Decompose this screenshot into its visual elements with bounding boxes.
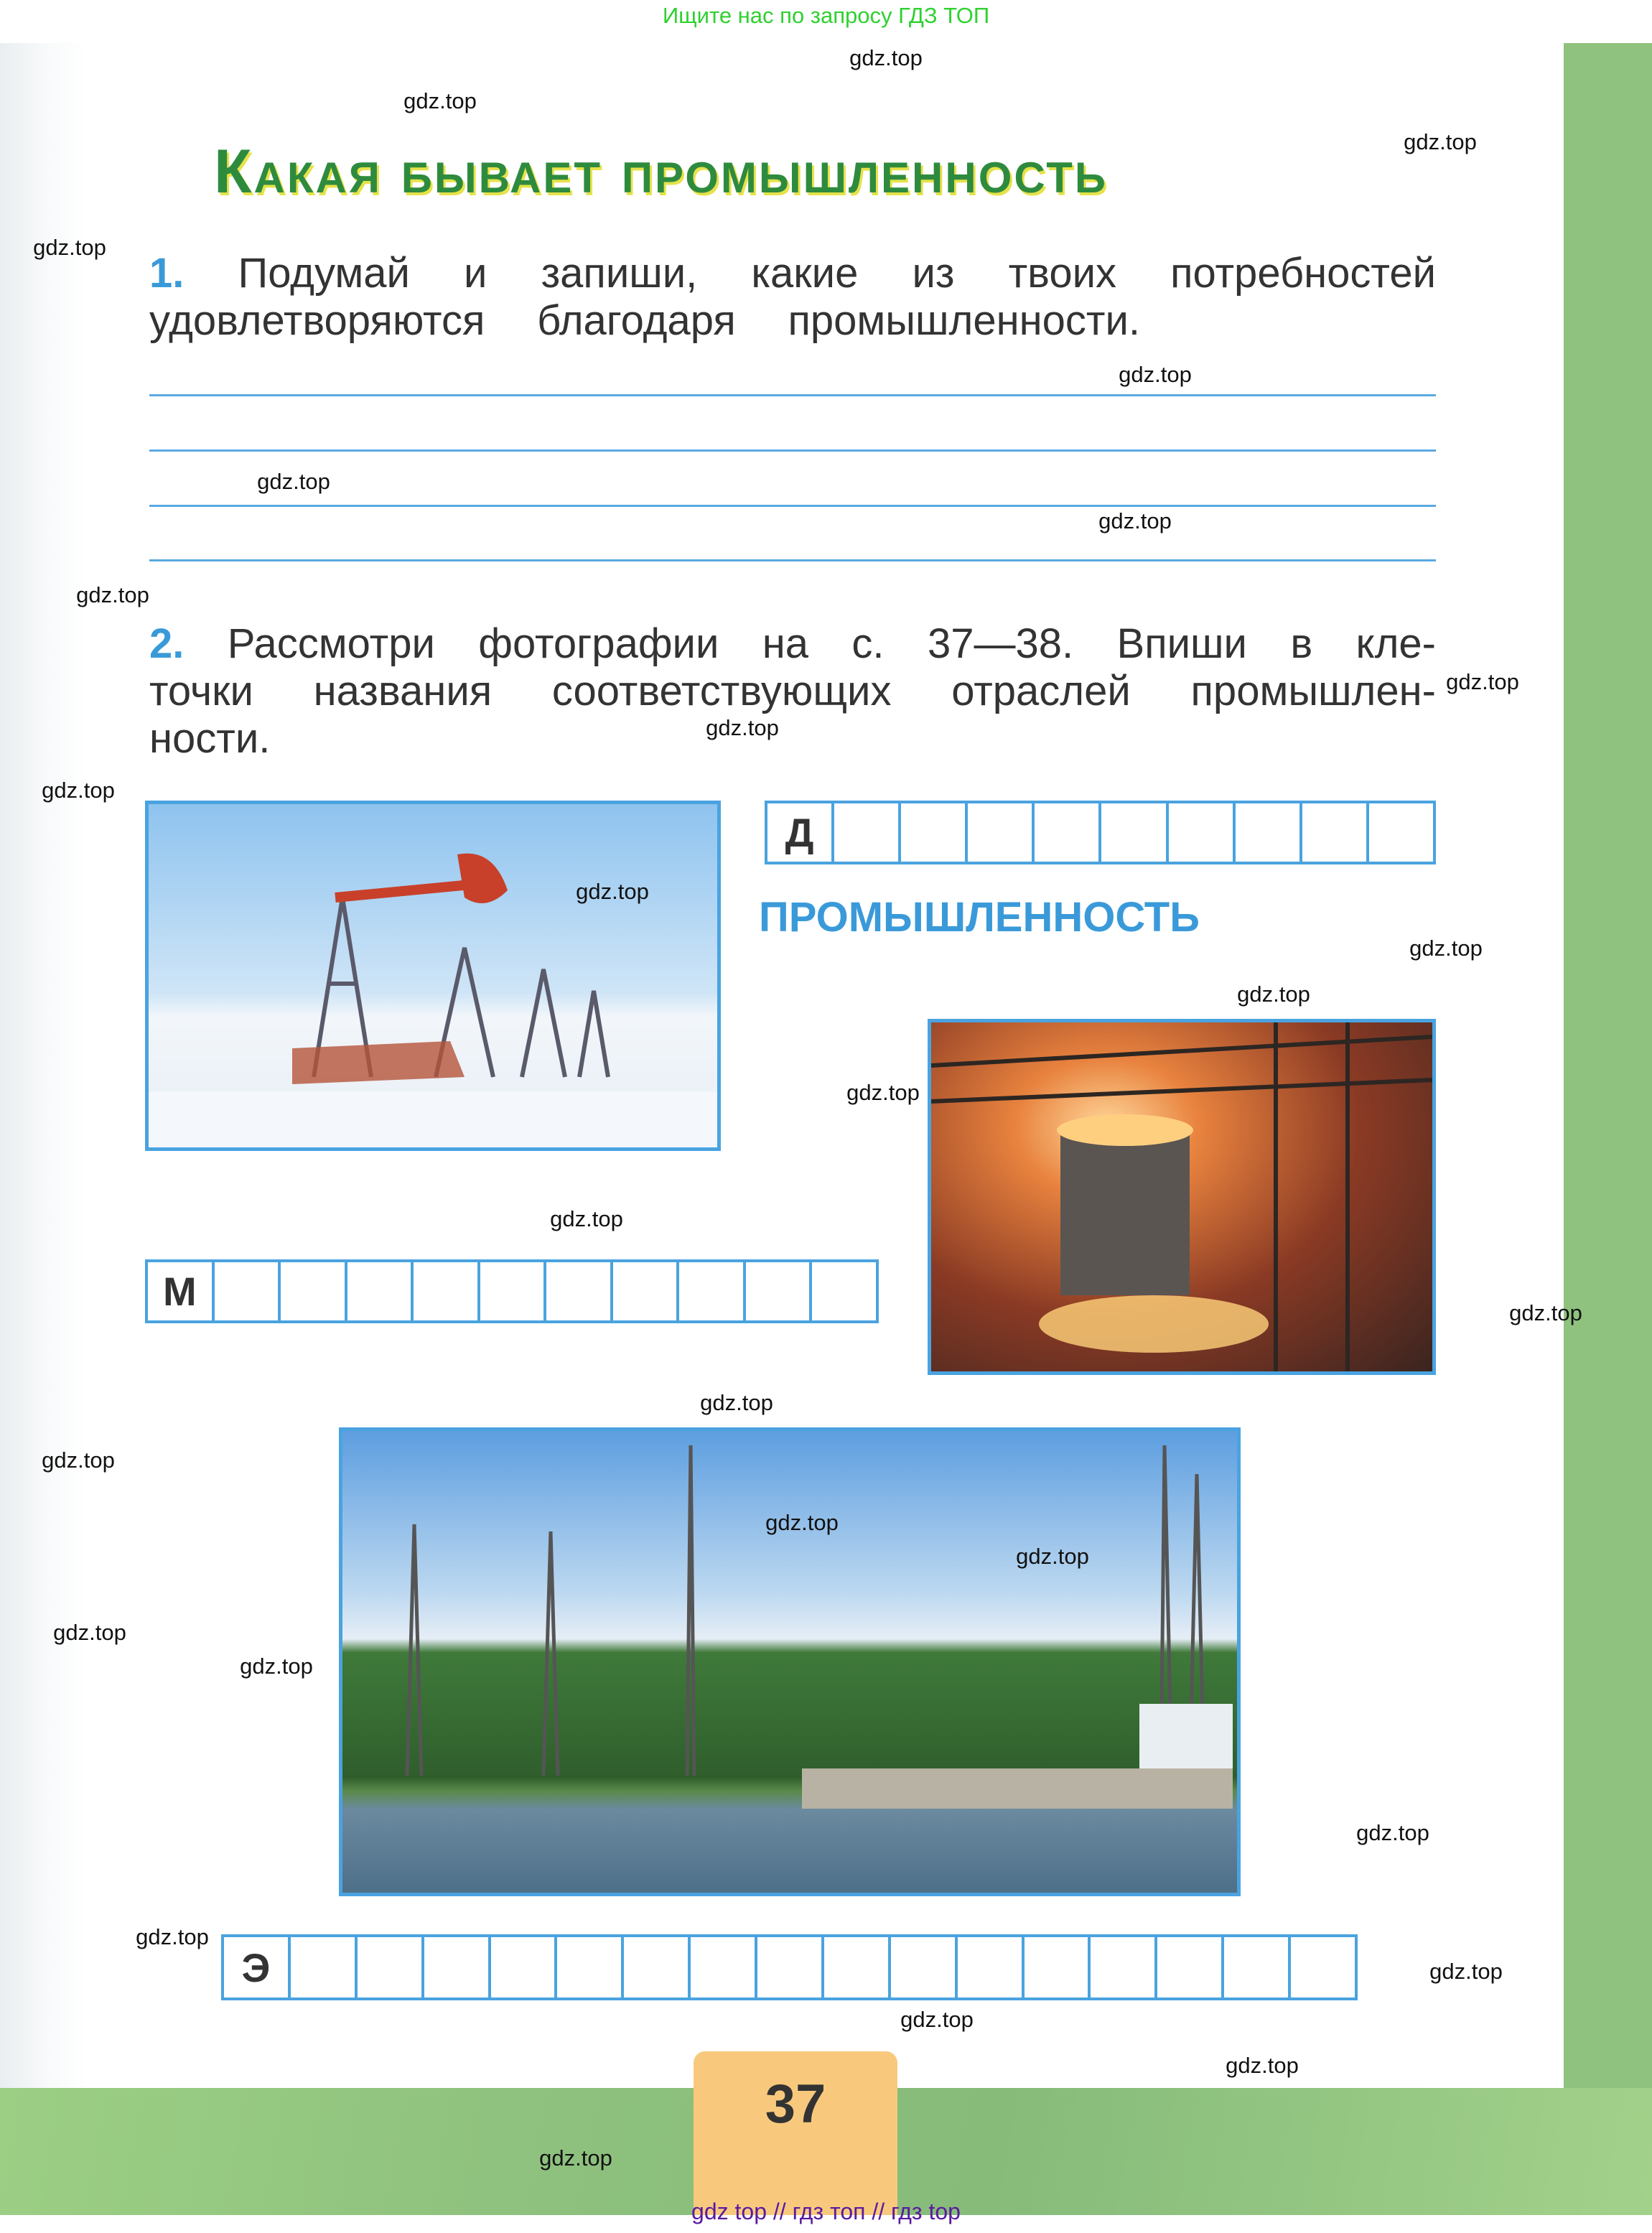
empty-cell[interactable] bbox=[821, 1937, 888, 1997]
answer-line[interactable] bbox=[149, 505, 1436, 507]
empty-cell[interactable] bbox=[212, 1262, 279, 1320]
empty-cell[interactable] bbox=[543, 1262, 610, 1320]
watermark: gdz.top bbox=[1509, 1300, 1582, 1325]
empty-cell[interactable] bbox=[1233, 803, 1299, 862]
page-number-tab bbox=[694, 2051, 897, 2215]
industry-label: ПРОМЫШЛЕННОСТЬ bbox=[759, 894, 1200, 941]
page-edge-decoration bbox=[1564, 43, 1652, 2215]
watermark: gdz.top bbox=[42, 1448, 115, 1473]
empty-cell[interactable] bbox=[621, 1937, 688, 1997]
search-banner: Ищите нас по запросу ГДЗ ТОП bbox=[662, 3, 990, 28]
empty-cell[interactable] bbox=[1154, 1937, 1221, 1997]
empty-cell[interactable] bbox=[1098, 803, 1165, 862]
watermark: gdz.top bbox=[136, 1924, 209, 1949]
empty-cell[interactable] bbox=[278, 1262, 345, 1320]
empty-cell[interactable] bbox=[1022, 1937, 1088, 1997]
watermark: gdz.top bbox=[1409, 936, 1483, 961]
watermark: gdz.top bbox=[706, 715, 779, 740]
power-station-illustration bbox=[342, 1431, 1237, 1893]
empty-cell[interactable] bbox=[554, 1937, 621, 1997]
task1-text: Подумай и запиши, какие из твоих потребностей bbox=[238, 250, 1436, 297]
empty-cell[interactable] bbox=[1366, 803, 1433, 862]
task2-line2: точки названия соответствующих отраслей промышлен- bbox=[149, 668, 1436, 714]
empty-cell[interactable] bbox=[676, 1262, 743, 1320]
answer-line[interactable] bbox=[149, 449, 1436, 452]
answer-boxes-m[interactable] bbox=[145, 1259, 879, 1323]
watermark: gdz.top bbox=[576, 879, 649, 904]
watermark: gdz.top bbox=[76, 582, 149, 607]
steel-plant-illustration bbox=[931, 1022, 1432, 1371]
footer-links: gdz top // гдз топ // гдз top bbox=[691, 2199, 961, 2224]
letter-cell: Д bbox=[785, 810, 814, 855]
task2-text: Рассмотри фотографии на с. 37—38. Впиши в кле- bbox=[227, 620, 1436, 667]
letter-cell: Э bbox=[241, 1944, 271, 1990]
steel-plant-photo bbox=[928, 1019, 1436, 1375]
watermark: gdz.top bbox=[539, 2145, 612, 2171]
answer-line[interactable] bbox=[149, 394, 1436, 396]
watermark: gdz.top bbox=[257, 469, 330, 494]
empty-cell[interactable] bbox=[755, 1937, 821, 1997]
empty-cell[interactable] bbox=[355, 1937, 421, 1997]
watermark: gdz.top bbox=[1404, 129, 1477, 154]
empty-cell[interactable] bbox=[1299, 803, 1366, 862]
watermark: gdz.top bbox=[849, 45, 923, 70]
empty-cell[interactable] bbox=[411, 1262, 477, 1320]
empty-cell[interactable] bbox=[1032, 803, 1098, 862]
oil-pump-illustration bbox=[149, 804, 717, 1147]
task1-number: 1. bbox=[149, 250, 185, 297]
task2-line3: ности. bbox=[149, 715, 271, 762]
watermark: gdz.top bbox=[403, 88, 477, 113]
empty-cell[interactable] bbox=[831, 803, 898, 862]
oil-pumps-photo bbox=[145, 801, 721, 1151]
answer-line[interactable] bbox=[149, 559, 1436, 561]
watermark: gdz.top bbox=[1119, 362, 1192, 387]
watermark: gdz.top bbox=[700, 1390, 773, 1415]
watermark: gdz.top bbox=[1446, 669, 1519, 694]
watermark: gdz.top bbox=[33, 235, 106, 260]
watermark: gdz.top bbox=[900, 2007, 974, 2032]
watermark: gdz.top bbox=[1356, 1820, 1429, 1845]
answer-boxes-d[interactable] bbox=[765, 801, 1436, 864]
letter-cell: М bbox=[162, 1269, 197, 1314]
empty-cell[interactable] bbox=[345, 1262, 411, 1320]
task1-line1 bbox=[149, 250, 1436, 297]
watermark: gdz.top bbox=[1016, 1544, 1089, 1569]
empty-cell[interactable] bbox=[488, 1937, 555, 1997]
watermark: gdz.top bbox=[1429, 1959, 1503, 1984]
empty-cell[interactable] bbox=[965, 803, 1032, 862]
empty-cell[interactable] bbox=[688, 1937, 755, 1997]
empty-cell[interactable] bbox=[610, 1262, 677, 1320]
watermark: gdz.top bbox=[765, 1510, 839, 1535]
task1-line2: удовлетворяются благодаря промышленности. bbox=[149, 297, 1140, 344]
watermark: gdz.top bbox=[53, 1620, 126, 1645]
watermark: gdz.top bbox=[240, 1654, 313, 1679]
empty-cell[interactable] bbox=[1088, 1937, 1154, 1997]
answer-boxes-e[interactable] bbox=[221, 1934, 1358, 2000]
empty-cell[interactable] bbox=[1221, 1937, 1288, 1997]
watermark: gdz.top bbox=[846, 1080, 920, 1105]
page-title: Какая бывает промышленность bbox=[214, 137, 1108, 206]
empty-cell[interactable] bbox=[1288, 1937, 1355, 1997]
watermark: gdz.top bbox=[42, 778, 115, 803]
empty-cell[interactable] bbox=[477, 1262, 544, 1320]
task2-line1 bbox=[149, 620, 1436, 668]
empty-cell[interactable] bbox=[288, 1937, 355, 1997]
empty-cell[interactable] bbox=[1166, 803, 1233, 862]
empty-cell[interactable] bbox=[421, 1937, 488, 1997]
watermark: gdz.top bbox=[1237, 982, 1310, 1007]
power-station-photo bbox=[339, 1427, 1241, 1896]
watermark: gdz.top bbox=[1098, 508, 1172, 533]
empty-cell[interactable] bbox=[743, 1262, 810, 1320]
task2-number: 2. bbox=[149, 620, 185, 667]
empty-cell[interactable] bbox=[898, 803, 965, 862]
empty-cell[interactable] bbox=[955, 1937, 1022, 1997]
empty-cell[interactable] bbox=[809, 1262, 876, 1320]
watermark: gdz.top bbox=[550, 1206, 623, 1231]
empty-cell[interactable] bbox=[888, 1937, 955, 1997]
watermark: gdz.top bbox=[1226, 2053, 1299, 2078]
page-number: 37 bbox=[765, 2074, 826, 2135]
